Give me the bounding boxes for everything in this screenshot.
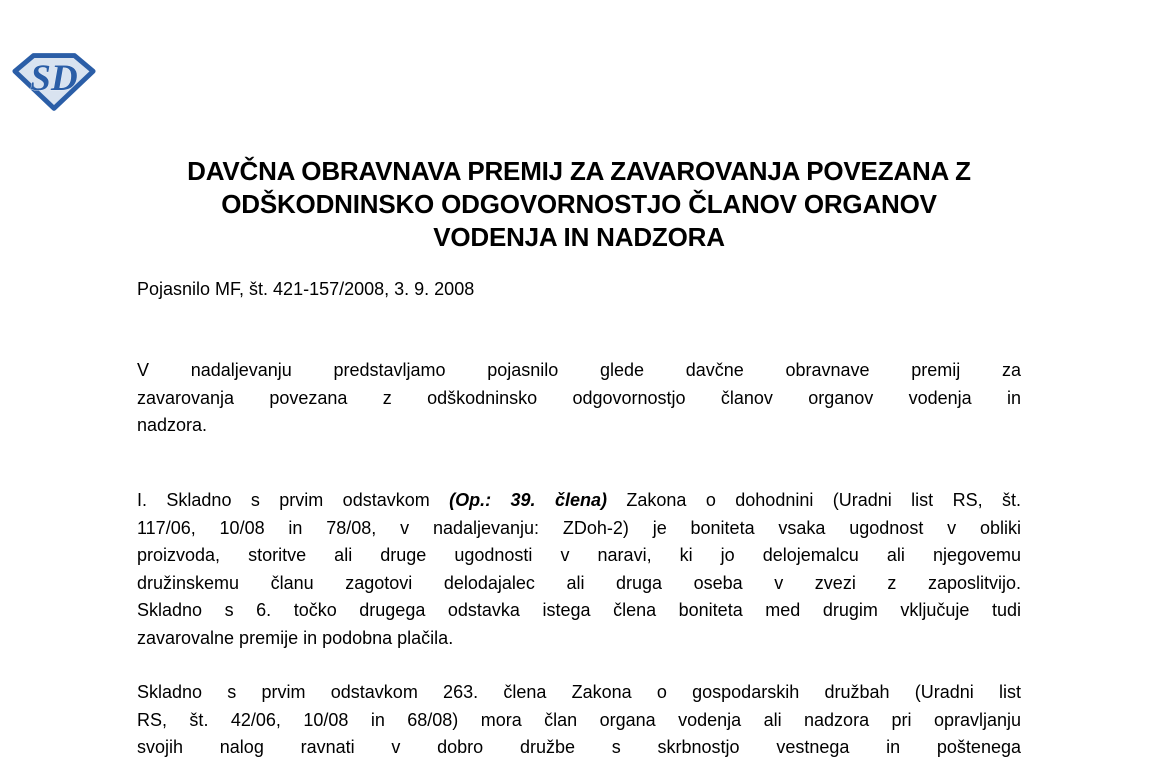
text-line [137, 679, 1021, 707]
text-line [137, 542, 1021, 570]
text-line [137, 625, 1021, 653]
text-segment: proizvoda, storitve ali druge ugodnosti v naravi, ki jo delojemalcu ali njegovemu [137, 545, 1021, 565]
text-segment: družinskemu članu zagotovi delodajalec ali druga oseba v zvezi z zaposlitvijo. [137, 572, 1021, 593]
emphasis-segment: (Op.: 39. člena) [449, 490, 607, 510]
text-segment: zavarovanja povezana z odškodninsko odgovornostjo članov organov vodenja in [137, 387, 1021, 408]
text-line [137, 707, 1021, 735]
sd-diamond-logo-icon [10, 50, 98, 112]
text-segment: zavarovalne premije in podobna plačila. [137, 627, 454, 648]
text-segment: 117/06, 10/08 in 78/08, v nadaljevanju: ZDoh-2) je boniteta vsaka ugodnost v obliki [137, 517, 1021, 538]
text-line [137, 221, 1021, 254]
text-line [137, 412, 1021, 440]
text-segment: RS, št. 42/06, 10/08 in 68/08) mora član organa vodenja ali nadzora pri opravljanju [137, 709, 1021, 730]
paragraph-zgd [137, 679, 1021, 762]
paragraph-zdoh [137, 487, 1021, 652]
text-segment: V nadaljevanju predstavljamo pojasnilo glede davčne obravnave premij za [137, 360, 1021, 380]
text-line [137, 515, 1021, 543]
text-segment: DAVČNA OBRAVNAVA PREMIJ ZA ZAVAROVANJA POVEZANA Z [187, 156, 971, 186]
logo-letters: SD [30, 57, 78, 99]
paragraph-intro [137, 357, 1021, 440]
text-line [137, 357, 1021, 385]
text-line [137, 385, 1021, 413]
text-segment: Skladno s prvim odstavkom 263. člena Zakona o gospodarskih družbah (Uradni list [137, 682, 1021, 702]
text-segment: Skladno s 6. točko drugega odstavka istega člena boniteta med drugim vključuje tudi [137, 600, 1021, 620]
text-line [137, 188, 1021, 221]
text-segment: VODENJA IN NADZORA [433, 222, 725, 252]
document-reference-line: Pojasnilo MF, št. 421-157/2008, 3. 9. 2008 [137, 279, 475, 299]
text-segment: Zakona o dohodnini (Uradni list RS, št. [607, 490, 1022, 510]
text-line [137, 570, 1021, 598]
text-segment: ODŠKODNINSKO ODGOVORNOSTJO ČLANOV ORGANOV [221, 189, 937, 219]
text-line [137, 734, 1021, 762]
text-line [137, 597, 1021, 625]
text-line [137, 155, 1021, 188]
document-title [137, 155, 1021, 254]
text-line [137, 487, 1021, 515]
text-segment: I. Skladno s prvim odstavkom [137, 490, 450, 510]
text-segment: nadzora. [137, 415, 208, 435]
text-segment: svojih nalog ravnati v dobro družbe s skrbnostjo vestnega in poštenega [137, 737, 1021, 757]
